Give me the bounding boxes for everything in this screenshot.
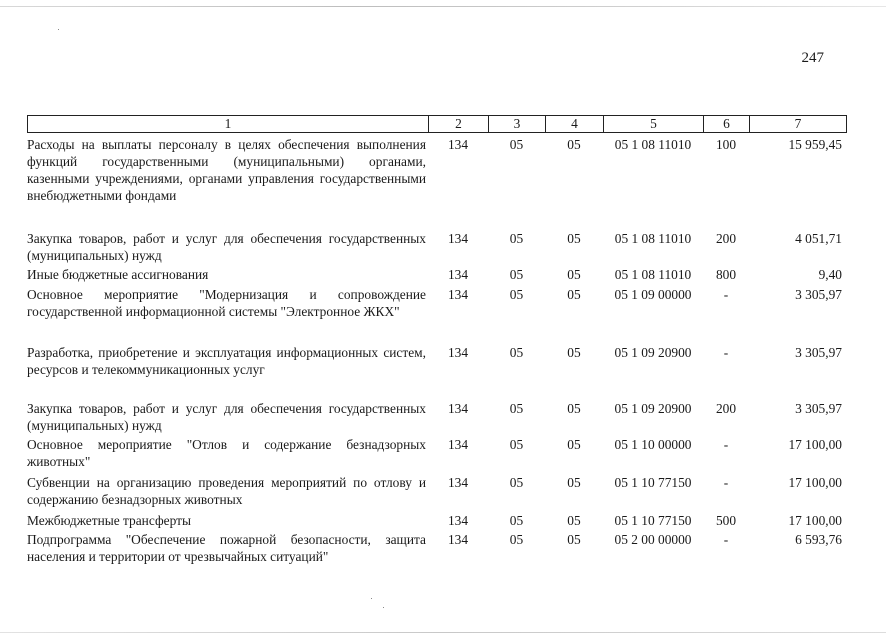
row-col-5: 05 1 09 20900 — [614, 345, 692, 360]
row-col-4: 05 — [567, 437, 581, 452]
row-col-2: 134 — [447, 513, 469, 528]
row-col-3: 05 — [509, 513, 524, 528]
row-amount: 17 100,00 — [788, 513, 842, 528]
row-col-2: 134 — [447, 267, 469, 282]
row-name: Подпрограмма "Обеспечение пожарной безопасности, защита населения и территории от чрезвычайных ситуаций" — [27, 532, 426, 564]
row-amount: 17 100,00 — [788, 475, 842, 490]
row-col-4: 05 — [567, 345, 581, 360]
row-col-2: 134 — [447, 231, 469, 246]
scan-speck — [58, 29, 59, 30]
header-col-1: 1 — [27, 115, 428, 133]
row-col-3: 05 — [509, 532, 524, 547]
row-col-2: 134 — [447, 437, 469, 452]
page-number: 247 — [801, 50, 824, 66]
scan-speck — [371, 598, 372, 599]
row-col-5: 05 1 08 11010 — [614, 231, 692, 246]
row-name: Закупка товаров, работ и услуг для обеспечения государственных (муниципальных) нужд — [27, 231, 426, 263]
row-name: Иные бюджетные ассигнования — [27, 267, 209, 282]
row-col-4: 05 — [567, 287, 581, 302]
row-col-5: 05 1 09 20900 — [614, 401, 692, 416]
row-col-6: 500 — [715, 513, 737, 528]
row-col-2: 134 — [447, 137, 469, 152]
row-col-6: 200 — [715, 401, 737, 416]
row-col-6: - — [723, 532, 729, 547]
row-col-6: - — [723, 437, 729, 452]
row-col-4: 05 — [567, 401, 581, 416]
row-col-2: 134 — [447, 401, 469, 416]
row-col-4: 05 — [567, 475, 581, 490]
row-col-3: 05 — [509, 287, 524, 302]
scan-edge-bottom — [0, 632, 886, 633]
row-col-5: 05 1 08 11010 — [614, 137, 692, 152]
row-col-2: 134 — [447, 287, 469, 302]
header-col-4: 4 — [545, 115, 603, 133]
row-amount: 6 593,76 — [795, 532, 842, 547]
row-col-6: 200 — [715, 231, 737, 246]
row-name: Разработка, приобретение и эксплуатация информационных систем, ресурсов и телекоммуникационных услуг — [27, 345, 426, 377]
header-col-6: 6 — [703, 115, 749, 133]
row-col-4: 05 — [567, 532, 581, 547]
row-col-2: 134 — [447, 532, 469, 547]
row-col-4: 05 — [567, 267, 581, 282]
row-name: Субвенции на организацию проведения мероприятий по отлову и содержанию безнадзорных животных — [27, 475, 426, 507]
row-name: Межбюджетные трансферты — [27, 513, 191, 528]
row-col-6: - — [723, 475, 729, 490]
row-col-6: 100 — [715, 137, 737, 152]
row-col-2: 134 — [447, 475, 469, 490]
row-col-3: 05 — [509, 401, 524, 416]
scan-edge-top — [0, 6, 886, 7]
row-name: Расходы на выплаты персоналу в целях обеспечения выполнения функций государственными (муниципальными) органами, казенными учреждениями, органами управления государственными внебюджетными фондами — [27, 137, 426, 203]
row-col-6: - — [723, 287, 729, 302]
header-col-7: 7 — [749, 115, 847, 133]
row-col-5: 05 1 09 00000 — [614, 287, 692, 302]
row-col-4: 05 — [567, 137, 581, 152]
row-name: Закупка товаров, работ и услуг для обеспечения государственных (муниципальных) нужд — [27, 401, 426, 433]
row-col-3: 05 — [509, 267, 524, 282]
row-amount: 17 100,00 — [788, 437, 842, 452]
row-col-3: 05 — [509, 345, 524, 360]
row-col-6: 800 — [715, 267, 737, 282]
row-amount: 4 051,71 — [795, 231, 842, 246]
header-col-5: 5 — [603, 115, 703, 133]
scan-speck — [383, 607, 384, 608]
row-amount: 3 305,97 — [795, 345, 842, 360]
row-col-3: 05 — [509, 231, 524, 246]
row-amount: 9,40 — [818, 267, 842, 282]
row-col-5: 05 1 10 00000 — [614, 437, 692, 452]
row-col-5: 05 1 10 77150 — [614, 475, 692, 490]
row-name: Основное мероприятие "Модернизация и сопровождение государственной информационной системы "Электронное ЖКХ" — [27, 287, 426, 319]
row-col-2: 134 — [447, 345, 469, 360]
row-col-6: - — [723, 345, 729, 360]
row-amount: 15 959,45 — [788, 137, 842, 152]
row-name: Основное мероприятие "Отлов и содержание безнадзорных животных" — [27, 437, 426, 469]
row-col-4: 05 — [567, 231, 581, 246]
row-col-3: 05 — [509, 475, 524, 490]
row-col-3: 05 — [509, 137, 524, 152]
row-col-3: 05 — [509, 437, 524, 452]
row-col-5: 05 1 10 77150 — [614, 513, 692, 528]
row-col-4: 05 — [567, 513, 581, 528]
row-col-5: 05 2 00 00000 — [614, 532, 692, 547]
row-amount: 3 305,97 — [795, 287, 842, 302]
header-col-3: 3 — [488, 115, 545, 133]
header-col-2: 2 — [428, 115, 488, 133]
row-col-5: 05 1 08 11010 — [614, 267, 692, 282]
row-amount: 3 305,97 — [795, 401, 842, 416]
